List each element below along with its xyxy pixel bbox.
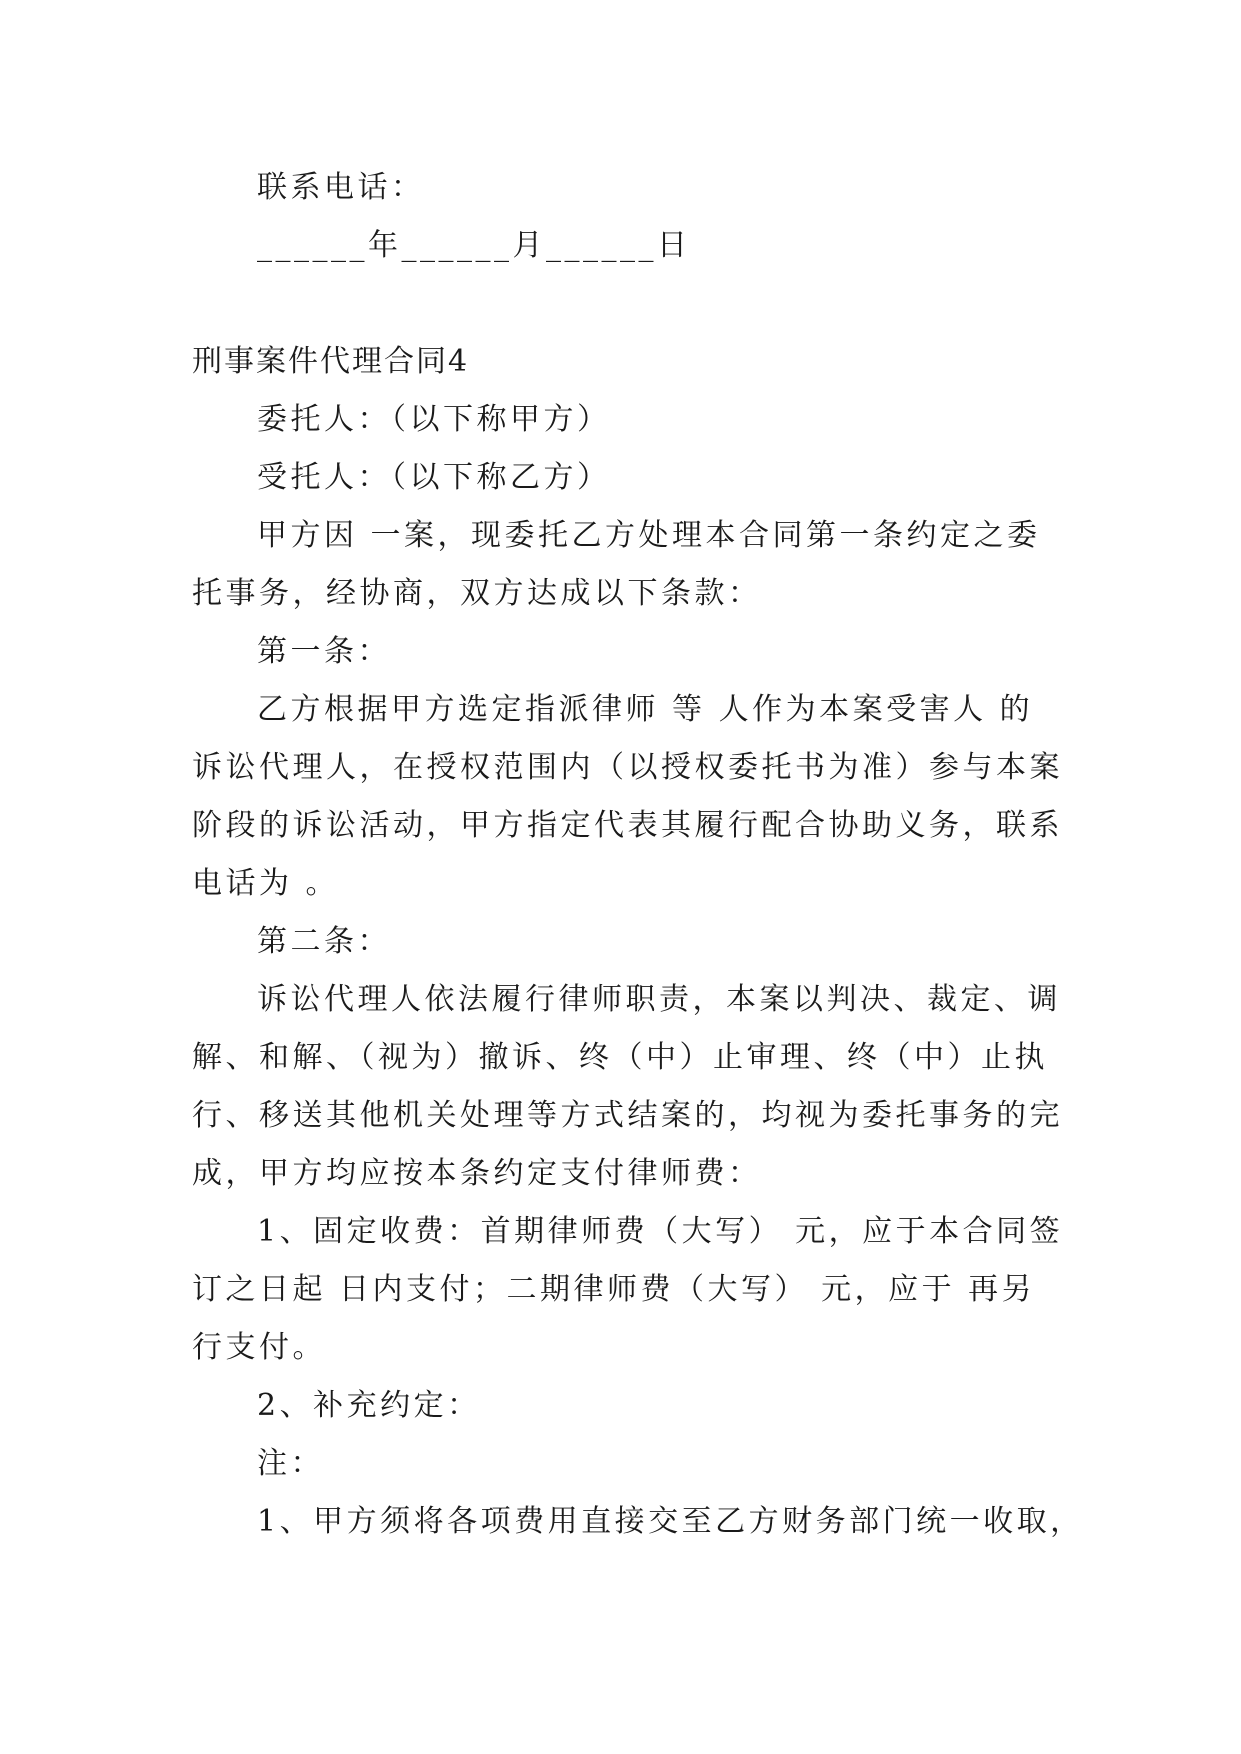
paragraph-line: 订之日起 日内支付；二期律师费（大写） 元，应于 再另 (192, 1272, 1036, 1307)
contract-title: 刑事案件代理合同4 (192, 344, 470, 379)
paragraph-line: 成，甲方均应按本条约定支付律师费： (192, 1156, 762, 1191)
paragraph-line: 行支付。 (192, 1330, 326, 1365)
paragraph-line: 行、移送其他机关处理等方式结案的，均视为委托事务的完 (192, 1098, 1063, 1133)
paragraph-line: 托事务，经协商，双方达成以下条款： (192, 576, 762, 611)
paragraph-line: 1、甲方须将各项费用直接交至乙方财务部门统一收取， (257, 1504, 1084, 1539)
principal-line: 委托人：（以下称甲方） (257, 402, 611, 437)
paragraph-line: 乙方根据甲方选定指派律师 等 人作为本案受害人 的 (257, 692, 1034, 727)
paragraph-line: 1、固定收费：首期律师费（大写） 元，应于本合同签 (257, 1214, 1064, 1249)
supplement-heading: 2、补充约定： (257, 1388, 481, 1423)
paragraph-line: 电话为 。 (192, 866, 340, 901)
paragraph-line: 阶段的诉讼活动，甲方指定代表其履行配合协助义务，联系 (192, 808, 1063, 843)
paragraph-line: 诉讼代理人依法履行律师职责，本案以判决、裁定、调 (257, 982, 1061, 1017)
date-line: ______年______月______日 (257, 228, 691, 263)
paragraph-line: 诉讼代理人，在授权范围内（以授权委托书为准）参与本案 (192, 750, 1063, 785)
paragraph-line: 甲方因 一案，现委托乙方处理本合同第一条约定之委 (257, 518, 1041, 553)
note-heading: 注： (257, 1446, 324, 1481)
article-one-heading: 第一条： (257, 634, 391, 669)
article-two-heading: 第二条： (257, 924, 391, 959)
paragraph-line: 解、和解、（视为）撤诉、终（中）止审理、终（中）止执 (192, 1040, 1048, 1075)
contact-phone-line: 联系电话： (257, 170, 425, 205)
agent-line: 受托人：（以下称乙方） (257, 460, 611, 495)
